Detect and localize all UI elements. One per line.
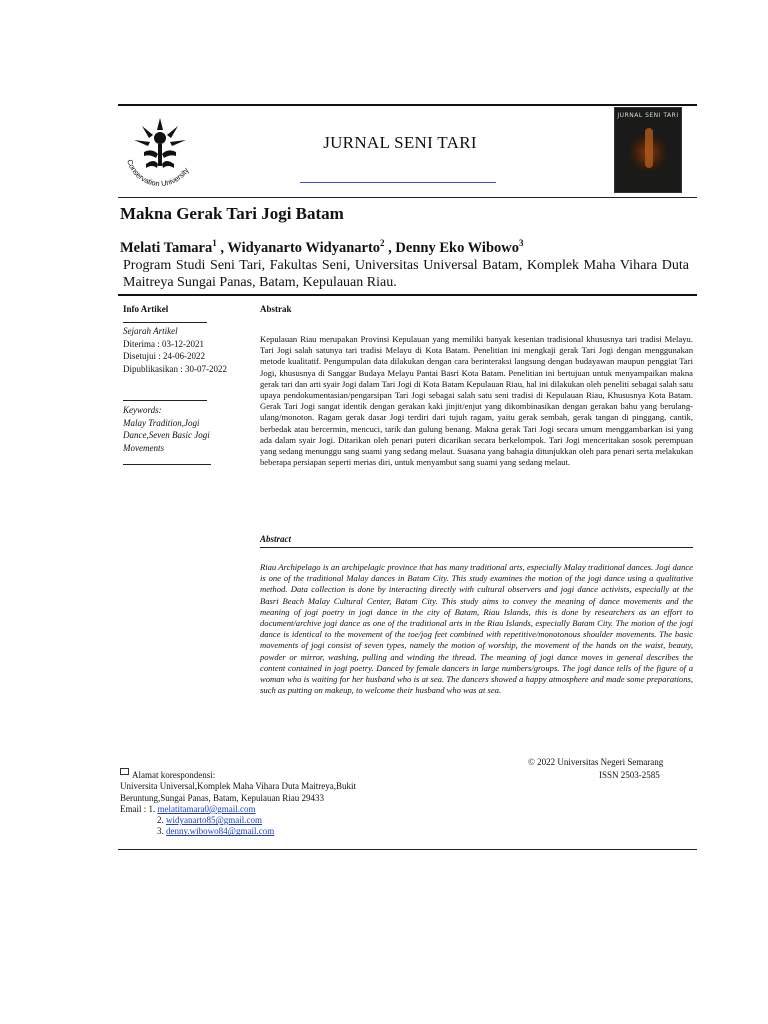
header-bottom-rule — [118, 197, 697, 198]
email-number: 2. — [157, 815, 166, 826]
abstract-rule — [260, 547, 693, 548]
info-rule — [123, 322, 207, 323]
header-top-rule — [118, 104, 697, 106]
email-label: Email : 1. — [120, 803, 158, 814]
footer-rule — [118, 849, 697, 850]
paper-title: Makna Gerak Tari Jogi Batam — [120, 204, 344, 223]
author-affiliation: Program Studi Seni Tari, Fakultas Seni, Universitas Universal Batam, Komplek Maha Vihara Duta Maitreya Sungai Panas, Batam, Kepulauan Riau. — [123, 258, 689, 290]
accepted-date: Disetujui : 24-06-2022 — [123, 351, 205, 361]
received-date: Diterima : 03-12-2021 — [123, 338, 204, 349]
author-name: Widyanarto Widyanarto — [227, 239, 381, 256]
abstrak-heading: Abstrak — [260, 304, 292, 314]
keywords-block — [123, 404, 210, 454]
journal-cover-image — [614, 107, 682, 193]
history-label: Sejarah Artikel — [123, 326, 178, 336]
keywords-line: Dance,Seven Basic Jogi — [123, 430, 210, 440]
university-logo-icon — [120, 108, 200, 194]
abstract-heading: Abstract — [260, 534, 292, 544]
issn: ISSN 2503-2585 — [599, 770, 660, 780]
info-heading: Info Artikel — [123, 304, 169, 314]
email-link[interactable]: denny.wibowo84@gmail.com — [166, 826, 275, 837]
cover-dancer-graphic — [645, 128, 653, 168]
author-separator: , — [384, 239, 396, 256]
address-line: Universita Universal,Komplek Maha Vihara Duta Maitreya,Bukit — [120, 781, 356, 792]
section-rule — [118, 294, 697, 296]
email-link[interactable]: melatitamara0@gmail.com — [157, 803, 256, 814]
keywords-line: Movements — [123, 442, 164, 453]
info-rule — [123, 464, 211, 465]
keywords-label: Keywords: — [123, 405, 162, 415]
author-affil-number: 3 — [518, 238, 524, 248]
article-history — [123, 325, 227, 375]
email-link[interactable]: widyanarto85@gmail.com — [166, 815, 263, 826]
correspondence-label: Alamat korespondensi: — [132, 770, 216, 780]
cover-title: JURNAL SENI TARI — [617, 112, 679, 119]
author-list — [120, 238, 523, 257]
keywords-line: Malay Tradition,Jogi — [123, 417, 200, 428]
author-affil-number: 2 — [380, 238, 385, 248]
author-separator: , — [216, 239, 228, 256]
journal-title-link-underline — [300, 182, 496, 183]
info-rule — [123, 400, 207, 401]
correspondence-block — [120, 770, 356, 838]
envelope-icon — [120, 768, 129, 775]
author-name: Denny Eko Wibowo — [395, 239, 519, 256]
abstract-text: Riau Archipelago is an archipelagic province that has many traditional arts, especially Malay traditional dances. Jogi dance is one of the traditional Malay dances in Batam City. This study examines the motion of the jogi dance using a qualitative method. Data collection is done by interacting directly with cultural observers and jogi dance activists, especially at the Basri Beach Malay Cultural Center, Batam City. This study aims to convey the meaning of dance movements and the meaning of jogi poetry in jogi dance in the city of Batam, Riau Islands, this is done by researchers as an effort to document/archive jogi dance as one of the traditional arts in the Riau Islands, especially Batam City. The motion of the jogi dance is identical to the movement of the toe/jog feet combined with repetitive/monotonous shoulder movements. The basic movements of jogi consist of seven types, namely the motion of worship, the movement of the hands on the waist, beauty, powder or mirror, washing, pulling and winding the thread. The meaning of jogi dance moves in general describes the content contained in jogi poetry. Danced by female dancers in large numbers/groups. The jogi dance tells of the figure of a woman who is waiting for her husband who is at sea. The dancers showed a happy atmosphere and made some preparations, such as putting on makeup, to welcome their husband who was at sea. — [260, 562, 693, 696]
copyright: © 2022 Universitas Negeri Semarang — [528, 757, 664, 767]
svg-text:Conservation University — [125, 158, 191, 188]
author-affil-number: 1 — [212, 238, 217, 248]
email-number: 3. — [157, 826, 166, 837]
author-name: Melati Tamara — [120, 239, 213, 256]
abstrak-text: Kepulauan Riau merupakan Provinsi Kepulauan yang memiliki banyak kesenian tradisional khususnya tari tradisi Melayu. Tari Jogi salah satunya tari tradisi Melayu di Kota Batam. Penelitian ini mengkaji gerak Tari Jogi dengan menggunakan metode kualitatif. Pengumpulan data dilakukan dengan cara berinteraksi langsung dengan budayawan maupun penggiat Tari Jogi, khususnya di Sanggar Budaya Melayu Pantai Basri Kota Batam. Penelitian ini bertujuan untuk menyampaikan makna gerak tari dan arti syair Jogi dalam Tari Jogi di Kota Batam Kepulauan Riau, hal ini dilakukan oleh peneliti sebagai salah satu upaya pendokumentasian/pengarsipan Tari Jogi sebagai salah satu seni tradisi di Kepulauan Riau, Khususnya Kota Batam. Gerak Tari Jogi sangat identik dengan gerakan kaki jinjit/enjut yang dikombinasikan dengan gerakan bahu yang berulang-ulang/monoton. Ragam gerak dasar Jogi terdiri dari tujuh ragam, yaitu gerak sembah, gerak tangan di pinggang, cantik, berbedak atau bercermin, mencuci, tarik dan gulung benang. Makna gerak Tari Jogi secara umum menggambarkan isi yang ada dalam syair Jogi. Ditarikan oleh penari puteri dicarikan secara berkelompok. Tari Jogi menceritakan sosok perempuan yang sedang menunggu sang suami yang sedang melaut. Suasana yang bahagia ditunjukkan oleh para penari serta melakukan beberapa persiapan seperti merias diri, untuk menyambut sang suami yang sedang melaut. — [260, 334, 693, 468]
journal-title: JURNAL SENI TARI — [323, 133, 477, 152]
address-line: Beruntung,Sungai Panas, Batam, Kepulauan Riau 29433 — [120, 792, 324, 803]
published-date: Dipublikasikan : 30-07-2022 — [123, 363, 227, 374]
logo-text: Conservation University — [125, 158, 191, 189]
